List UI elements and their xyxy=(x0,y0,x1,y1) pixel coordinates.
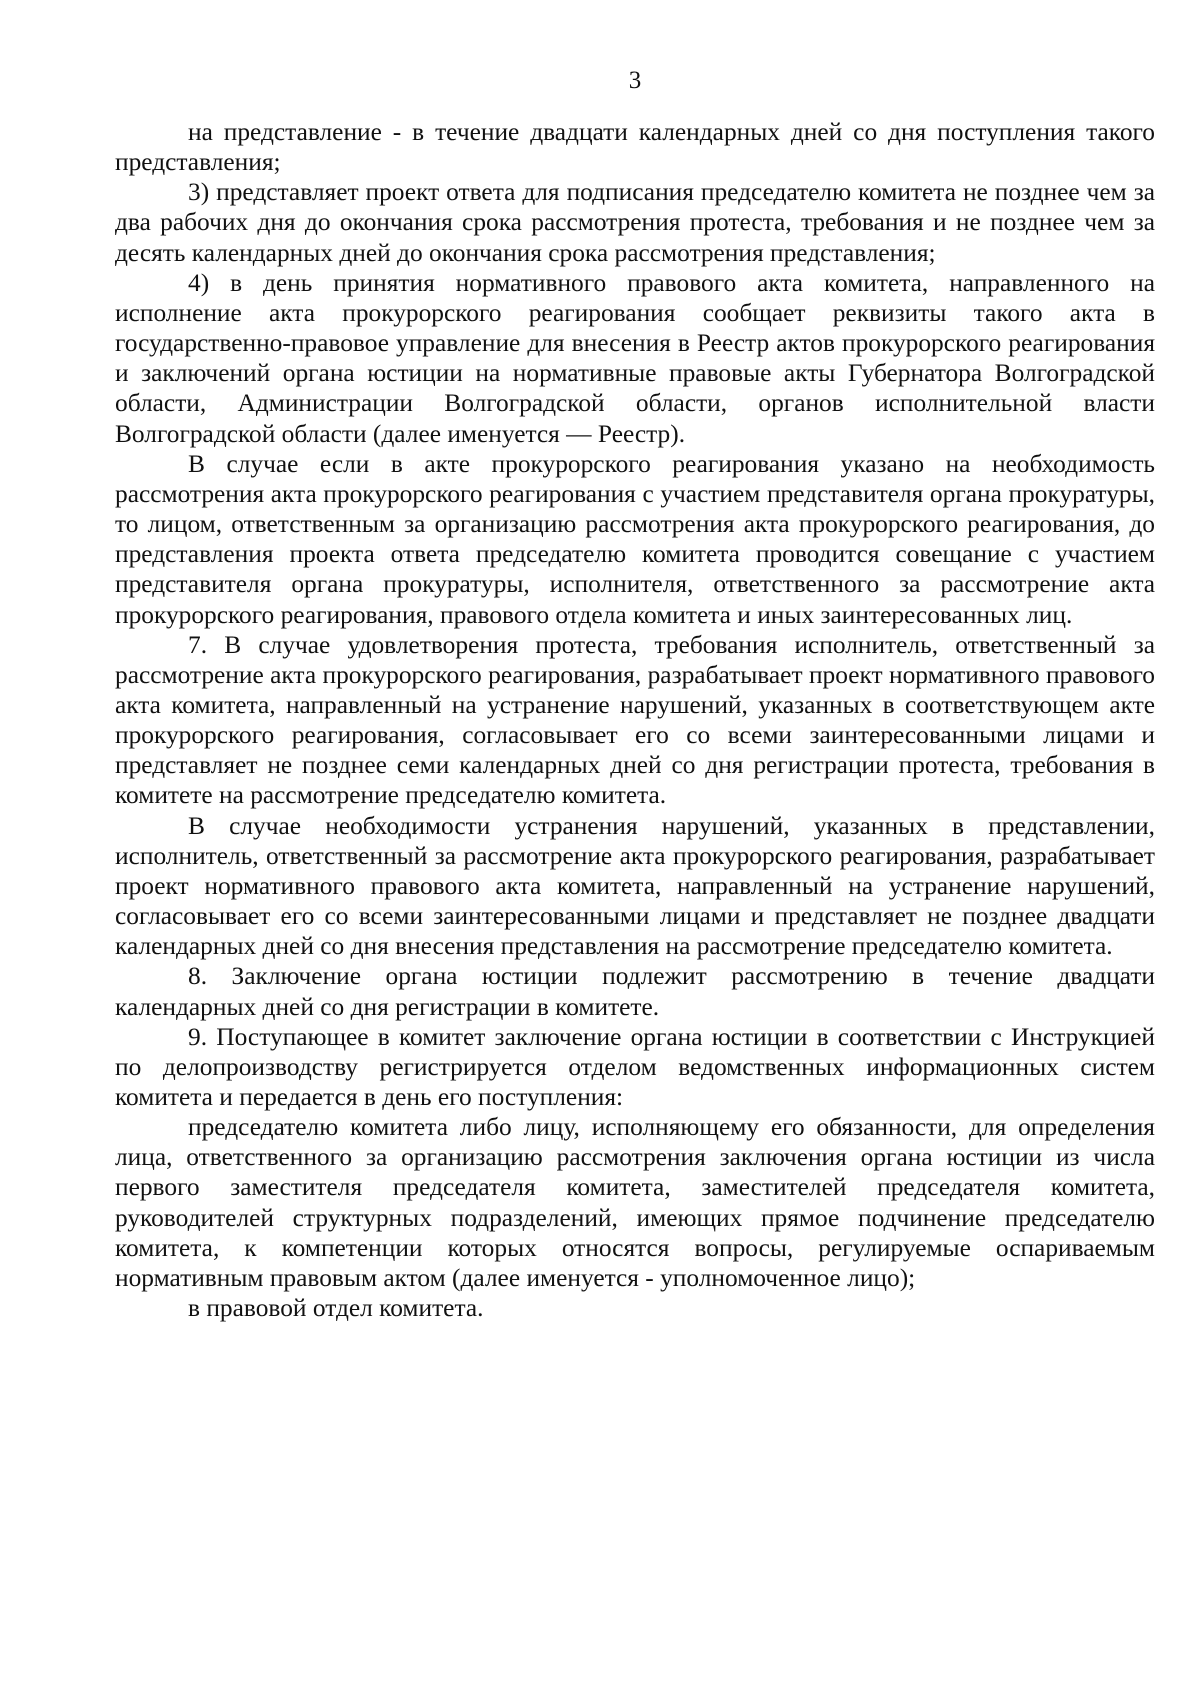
paragraph-chairman-routing: председателю комитета либо лицу, исполняющему его обязанности, для определения лица, ответственного за организацию рассмотрения заключения органа юстиции из числа первого заместителя председателя комитета, заместителей председателя комитета, руководителей структурных подразделений, имеющих прямое подчинение председателю комитета, к компетенции которых относятся вопросы, регулируемые оспариваемым нормативным правовым актом (далее именуется - уполномоченное лицо); xyxy=(115,1113,1155,1292)
document-body xyxy=(115,117,1155,1323)
paragraph-section-8: 8. Заключение органа юстиции подлежит рассмотрению в течение двадцати календарных дней со дня регистрации в комитете. xyxy=(115,962,1155,1021)
paragraph-prosecutor-meeting: В случае если в акте прокурорского реагирования указано на необходимость рассмотрения акта прокурорского реагирования с участием представителя органа прокуратуры, то лицом, ответственным за организацию рассмотрения акта прокурорского реагирования, до представления проекта ответа председателю комитета проводится совещание с участием представителя органа прокуратуры, исполнителя, ответственного за рассмотрение акта прокурорского реагирования, правового отдела комитета и иных заинтересованных лиц. xyxy=(115,449,1155,629)
paragraph-item-4: 4) в день принятия нормативного правового акта комитета, направленного на исполнение акта прокурорского реагирования сообщает реквизиты такого акта в государственно-правовое управление для внесения в Реестр актов прокурорского реагирования и заключений органа юстиции на нормативные правовые акты Губернатора Волгоградской области, Администрации Волгоградской области, органов исполнительной власти Волгоградской области (далее именуется — Реестр). xyxy=(115,268,1155,448)
paragraph-item-3: 3) представляет проект ответа для подписания председателю комитета не позднее чем за два рабочих дня до окончания срока рассмотрения протеста, требования и не позднее чем за десять календарных дней до окончания срока рассмотрения представления; xyxy=(115,178,1155,267)
paragraph-legal-department: в правовой отдел комитета. xyxy=(188,1294,484,1323)
paragraph-continuation: на представление - в течение двадцати календарных дней со дня поступления такого представления; xyxy=(115,118,1155,177)
page-number: 3 xyxy=(628,67,642,94)
paragraph-representation-violations: В случае необходимости устранения нарушений, указанных в представлении, исполнитель, ответственный за рассмотрение акта прокурорского реагирования, разрабатывает проект нормативного правового акта комитета, направленный на устранение нарушений, согласовывает его со всеми заинтересованными лицами и представляет не позднее двадцати календарных дней со дня внесения представления на рассмотрение председателю комитета. xyxy=(115,811,1155,961)
paragraph-section-9: 9. Поступающее в комитет заключение органа юстиции в соответствии с Инструкцией по делопроизводству регистрируется отделом ведомственных информационных систем комитета и передается в день его поступления: xyxy=(115,1022,1155,1111)
paragraph-section-7: 7. В случае удовлетворения протеста, требования исполнитель, ответственный за рассмотрение акта прокурорского реагирования, разрабатывает проект нормативного правового акта комитета, направленный на устранение нарушений, указанных в соответствующем акте прокурорского реагирования, согласовывает его со всеми заинтересованными лицами и представляет не позднее семи календарных дней со дня регистрации протеста, требования в комитете на рассмотрение председателю комитета. xyxy=(115,630,1155,810)
